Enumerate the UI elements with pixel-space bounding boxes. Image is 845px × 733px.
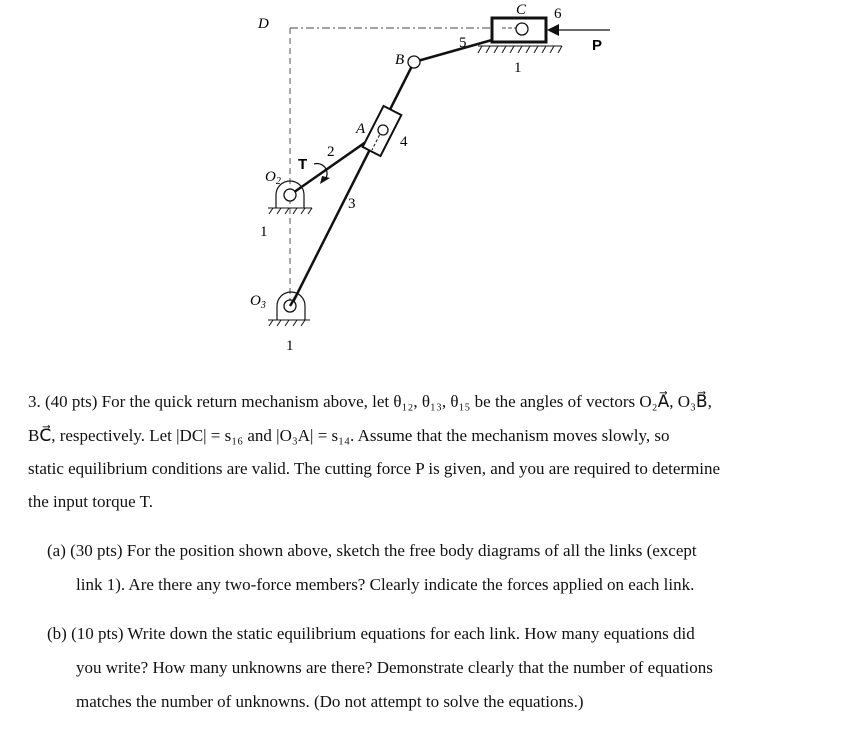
label-ground-1: 1	[514, 60, 522, 76]
label-d: D	[258, 16, 269, 32]
label-ground-o2: 1	[260, 224, 268, 240]
part-a-line-1: (a) (30 pts) For the position shown above, sketch the free body diagrams of all the links (except	[47, 541, 697, 560]
ground-hatch	[478, 46, 562, 53]
label-2: 2	[327, 144, 335, 160]
label-o3: $O_3$	[250, 293, 266, 311]
problem-line-1: 3. (40 pts) For the quick return mechanism above, let θ₁₂, θ₁₃, θ₁₅ be the angles of vectors O₂A⃗, O₃B⃗,	[28, 392, 712, 411]
pin-a	[378, 125, 388, 135]
label-p: P	[592, 37, 603, 54]
pin-b	[408, 56, 420, 68]
problem-line-4: the input torque T.	[28, 492, 153, 511]
label-4: 4	[400, 134, 408, 150]
link-3	[291, 62, 414, 306]
label-a: A	[356, 121, 366, 137]
quick-return-mechanism-diagram	[0, 0, 845, 360]
label-5: 5	[459, 35, 467, 51]
part-b-line-2: you write? How many unknowns are there? Demonstrate clearly that the number of equations	[76, 658, 713, 677]
label-o2: $O_2$	[265, 169, 281, 187]
problem-line-3: static equilibrium conditions are valid. The cutting force P is given, and you are required to determine	[28, 459, 721, 478]
label-ground-o3: 1	[286, 338, 294, 354]
label-t: T	[298, 156, 308, 173]
link-5	[414, 40, 492, 62]
pin-c	[516, 23, 528, 35]
part-b-line-3: matches the number of unknowns. (Do not attempt to solve the equations.)	[76, 692, 584, 711]
label-b: B	[395, 52, 405, 68]
part-b-line-1: (b) (10 pts) Write down the static equilibrium equations for each link. How many equations did	[47, 624, 695, 643]
part-a-line-2: link 1). Are there any two-force members? Clearly indicate the forces applied on each link.	[76, 575, 695, 594]
pivot-o3	[268, 292, 310, 326]
label-6: 6	[554, 6, 562, 22]
label-3: 3	[348, 196, 356, 212]
problem-line-2: BC⃗, respectively. Let |DC| = s₁₆ and |O₃A| = s₁₄. Assume that the mechanism moves slowly, so	[28, 426, 670, 445]
label-c: C	[516, 2, 527, 18]
